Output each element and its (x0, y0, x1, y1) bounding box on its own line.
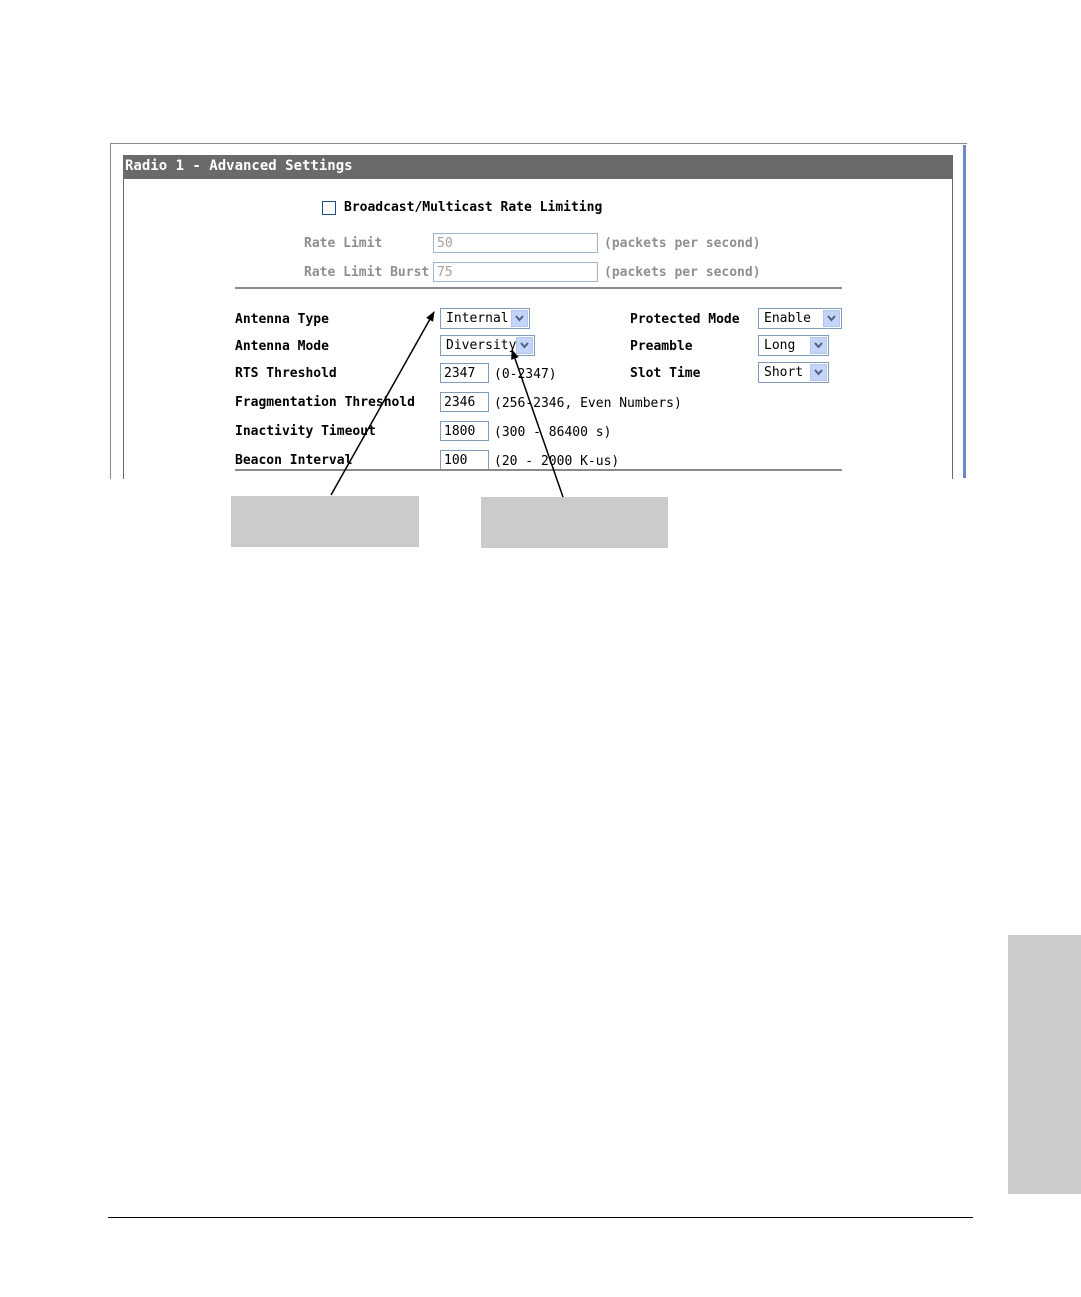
antenna-mode-label: Antenna Mode (235, 339, 329, 354)
rts-threshold-input[interactable]: 2347 (440, 363, 489, 383)
panel-title: Radio 1 - Advanced Settings (125, 158, 353, 174)
beacon-interval-label: Beacon Interval (235, 453, 353, 468)
rate-limit-burst-label: Rate Limit Burst (304, 265, 430, 280)
protected-mode-value: Enable (764, 311, 811, 326)
fragmentation-threshold-range: (256-2346, Even Numbers) (494, 396, 682, 411)
rate-limit-input[interactable]: 50 (433, 233, 598, 253)
rts-threshold-range: (0-2347) (494, 367, 557, 382)
inactivity-timeout-range: (300 - 86400 s) (494, 425, 612, 440)
antenna-type-value: Internal (446, 311, 509, 326)
rts-threshold-label: RTS Threshold (235, 366, 337, 381)
inactivity-timeout-input[interactable]: 1800 (440, 421, 489, 441)
inactivity-timeout-label: Inactivity Timeout (235, 424, 376, 439)
chapter-side-tab (1008, 935, 1081, 1194)
preamble-label: Preamble (630, 339, 693, 354)
beacon-interval-input[interactable]: 100 (440, 450, 489, 470)
footer-rule (108, 1217, 973, 1218)
arrow-antenna-type (331, 312, 434, 495)
rate-limiting-label: Broadcast/Multicast Rate Limiting (344, 200, 603, 215)
rate-limit-burst-unit: (packets per second) (604, 265, 761, 280)
beacon-interval-range: (20 - 2000 K-us) (494, 454, 620, 469)
rate-limit-unit: (packets per second) (604, 236, 761, 251)
fragmentation-threshold-input[interactable]: 2346 (440, 392, 489, 412)
slot-time-value: Short (764, 365, 804, 380)
arrow-antenna-mode (512, 350, 563, 497)
fragmentation-threshold-label: Fragmentation Threshold (235, 395, 416, 410)
rate-limit-label: Rate Limit (304, 236, 383, 251)
slot-time-label: Slot Time (630, 366, 701, 381)
antenna-mode-value: Diversity (446, 338, 517, 353)
antenna-type-label: Antenna Type (235, 312, 329, 327)
preamble-value: Long (764, 338, 796, 353)
rate-limit-burst-input[interactable]: 75 (433, 262, 598, 282)
protected-mode-label: Protected Mode (630, 312, 740, 327)
